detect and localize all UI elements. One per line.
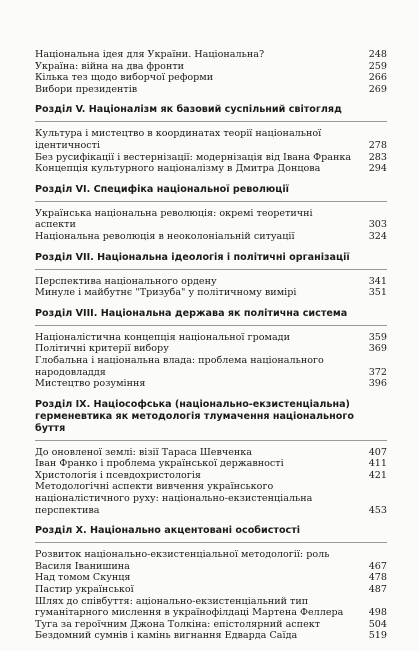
section-heading[interactable]: Розділ VII. Національна ідеологія і політичні організації [35, 251, 350, 263]
entry-page: 467 [368, 560, 387, 572]
entry-page: 294 [368, 163, 387, 175]
toc-entry[interactable] [35, 163, 387, 175]
section-divider [35, 121, 387, 122]
toc-entry[interactable] [35, 630, 387, 642]
entry-title: Минуле і майбутнє "Тризуба" у політичному вимірі [35, 287, 297, 299]
toc-entry[interactable] [35, 470, 387, 482]
toc-entry[interactable] [35, 343, 387, 355]
entry-page: 283 [368, 151, 387, 163]
toc-section [35, 252, 387, 299]
entry-page: 278 [368, 139, 387, 151]
entry-page: 248 [368, 49, 387, 60]
toc-section [35, 399, 387, 517]
entry-page: 453 [368, 504, 387, 516]
toc-entry[interactable] [35, 49, 387, 61]
entry-title: Кілька тез щодо виборчої реформи [35, 72, 214, 84]
entry-page: 324 [368, 230, 387, 242]
entry-title: Глобальна і національна влада: проблема національного народовладдя [35, 354, 324, 378]
entry-page: 421 [368, 469, 387, 481]
toc-entry[interactable] [35, 549, 387, 572]
section-heading[interactable]: Розділ X. Національно акцентовані особистості [35, 525, 301, 537]
toc-entry[interactable] [35, 276, 387, 288]
entry-title: Методологічні аспекти вивчення українського націоналістичного руху: національно-екзистенціальна перспектива [35, 481, 313, 516]
entry-title: Без русифікації і вестернізації: модернізація від Івана Франка [35, 151, 352, 163]
entry-page: 269 [368, 83, 387, 95]
toc-entry[interactable] [35, 61, 387, 73]
section-divider [35, 440, 387, 441]
entry-title: Бездомний сумнів і камінь вигнання Едварда Саїда [35, 630, 298, 642]
entry-page: 487 [368, 584, 387, 596]
toc-entry[interactable] [35, 231, 387, 243]
entry-page: 411 [368, 458, 387, 470]
toc-entry[interactable] [35, 619, 387, 631]
entry-title: Україна: війна на два фронти [35, 60, 185, 72]
toc-section [35, 525, 387, 642]
entry-page: 303 [368, 219, 387, 231]
entry-title: Мистецтво розуміння [35, 378, 146, 390]
toc-section [35, 184, 387, 243]
entry-title: Вибори президентів [35, 83, 138, 95]
entry-page: 478 [368, 572, 387, 584]
entry-title: Пастир української [35, 584, 134, 596]
toc-entry[interactable] [35, 481, 387, 516]
section-heading[interactable]: Розділ VI. Специфіка національної революції [35, 183, 289, 195]
toc-entry[interactable] [35, 152, 387, 164]
toc-entry[interactable] [35, 584, 387, 596]
entry-title: Національна революція в неоколоніальній ситуації [35, 230, 295, 242]
entry-page: 519 [368, 630, 387, 642]
entry-page: 266 [368, 72, 387, 84]
entry-page: 407 [368, 446, 387, 458]
toc-entry[interactable] [35, 72, 387, 84]
toc-entry[interactable] [35, 458, 387, 470]
entry-page: 359 [368, 331, 387, 343]
entry-title: Українська національна революція: окремі теоретичні аспекти [35, 207, 313, 231]
section-heading[interactable]: Розділ V. Націоналізм як базовий суспільний світогляд [35, 104, 342, 116]
toc-entry[interactable] [35, 355, 387, 378]
entry-title: Шлях до співбуття: аціонально-екзистенціальний тип гуманітарного мислення в українофілдаці Мартена Феллера [35, 595, 344, 619]
section-divider [35, 201, 387, 202]
toc-entry[interactable] [35, 447, 387, 459]
entry-page: 369 [368, 343, 387, 355]
toc-section [35, 104, 387, 174]
entry-page: 372 [368, 366, 387, 378]
entry-page: 341 [368, 275, 387, 287]
toc-entry[interactable] [35, 596, 387, 619]
toc-entry[interactable] [35, 572, 387, 584]
section-heading[interactable]: Розділ VIII. Національна держава як політична система [35, 307, 348, 319]
section-divider [35, 542, 387, 543]
entry-title: Туга за героїчним Джона Толкіна: епістолярний аспект [35, 618, 321, 630]
toc-entry[interactable] [35, 332, 387, 344]
toc-entry[interactable] [35, 378, 387, 390]
table-of-contents [35, 49, 387, 651]
entry-page: 498 [368, 607, 387, 619]
section-divider [35, 325, 387, 326]
entry-title: Національна ідея для України. Національна? [35, 49, 265, 60]
entry-title: Націоналістична концепція національної громади [35, 331, 290, 343]
section-divider [35, 269, 387, 270]
entry-title: Розвиток національно-екзистенціальної методології: роль Василя Іванишина [35, 549, 330, 572]
entry-title: Над томом Скунця [35, 572, 131, 584]
toc-entry[interactable] [35, 84, 387, 96]
entry-page: 259 [368, 60, 387, 72]
entry-title: Іван Франко і проблема української державності [35, 458, 284, 470]
entry-page: 504 [368, 618, 387, 630]
entry-title: Культура і мистецтво в координатах теорії національної ідентичності [35, 128, 322, 151]
toc-entry[interactable] [35, 128, 387, 151]
entry-title: Політичні критерії вибору [35, 343, 169, 355]
entry-title: До оновленої землі: візії Тараса Шевченка [35, 446, 253, 458]
entry-page: 351 [368, 287, 387, 299]
entry-title: Христологія і псевдохристологія [35, 469, 201, 481]
entry-page: 396 [368, 378, 387, 390]
entry-title: Перспектива національного ордену [35, 275, 217, 287]
toc-section [35, 308, 387, 390]
section-heading[interactable]: Розділ IX. Націософська (національно-екзистенціальна) герменевтика як методологія тлумачення національного буття [35, 398, 354, 434]
entry-title: Концепція культурного націоналізму в Дмитра Донцова [35, 163, 321, 175]
toc-entry[interactable] [35, 287, 387, 299]
toc-entry[interactable] [35, 208, 387, 231]
